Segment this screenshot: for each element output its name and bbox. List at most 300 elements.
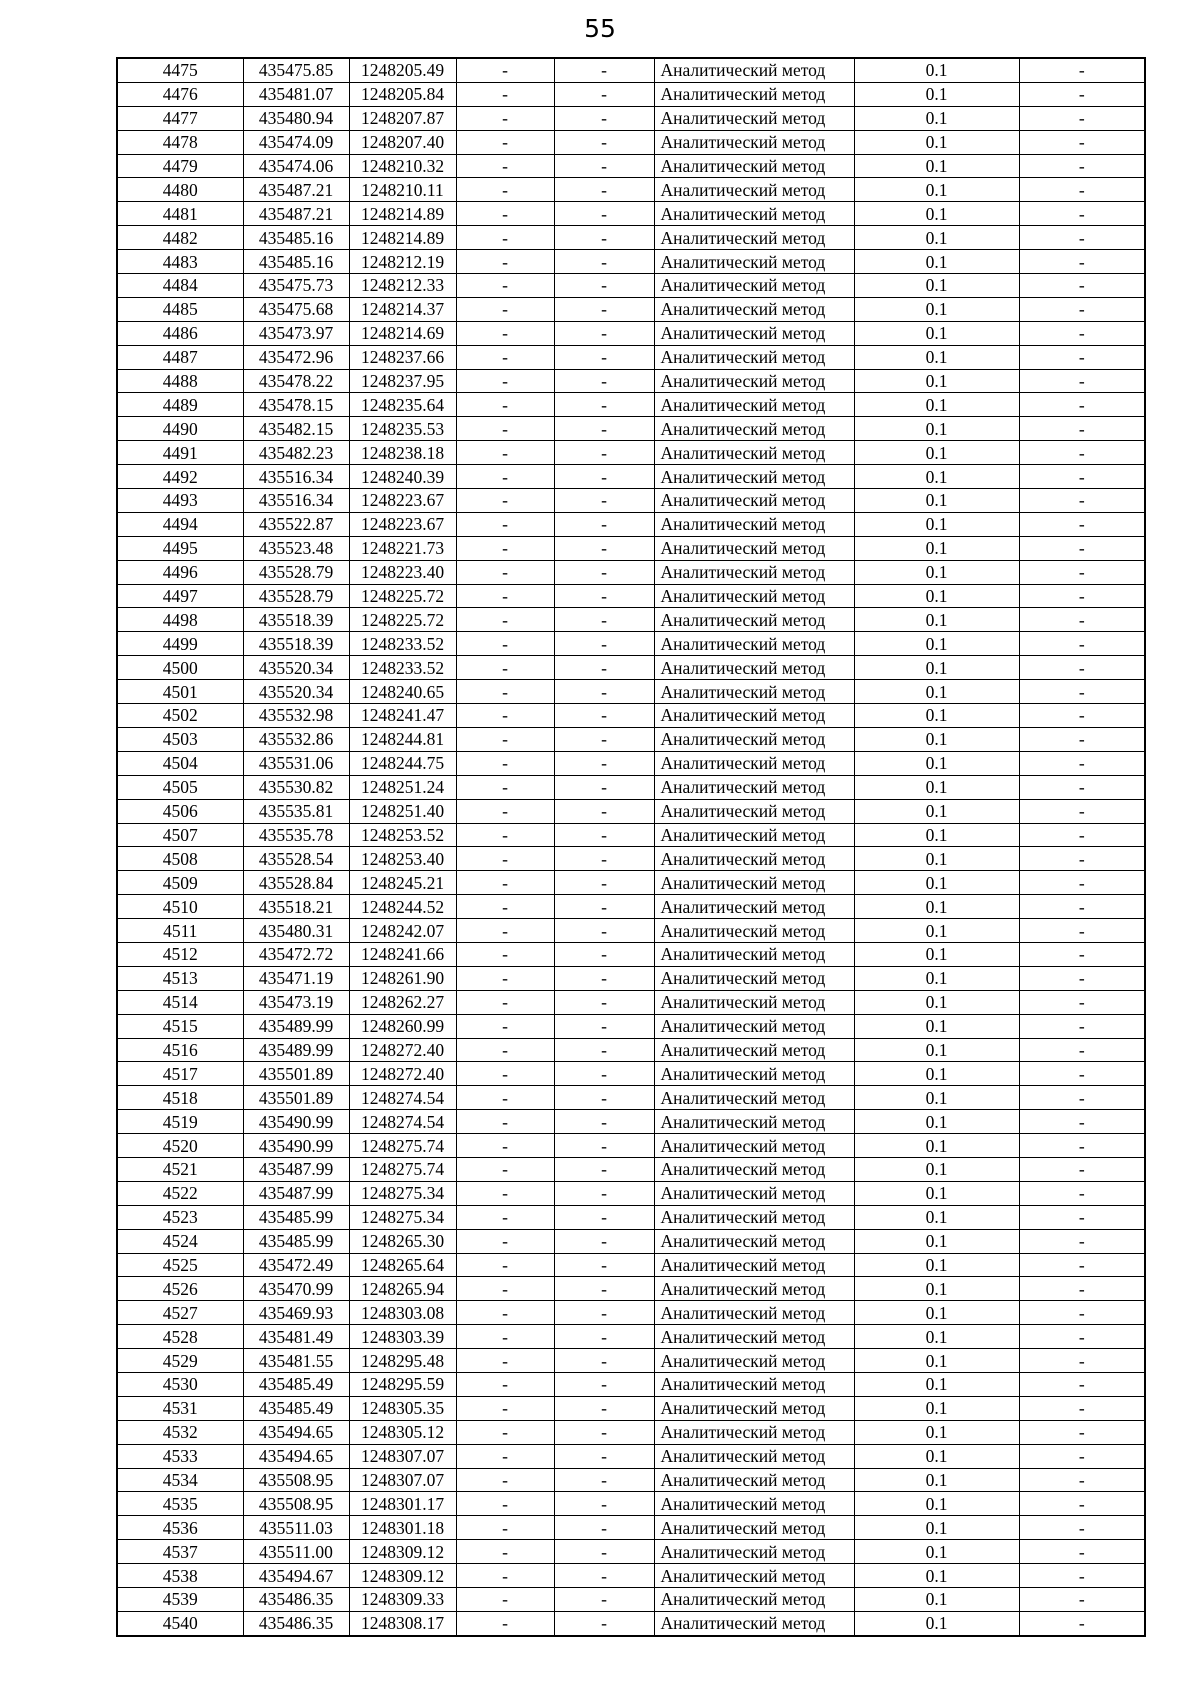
accuracy-cell: 0.1 xyxy=(854,847,1019,871)
dash-cell: - xyxy=(456,823,554,847)
table-row xyxy=(117,297,1145,321)
table-row xyxy=(117,202,1145,226)
x-coordinate-cell: 435535.78 xyxy=(243,823,349,847)
dash-cell: - xyxy=(1019,321,1145,345)
dash-cell: - xyxy=(456,1396,554,1420)
y-coordinate-cell: 1248309.12 xyxy=(349,1564,456,1588)
method-cell: Аналитический метод xyxy=(654,1038,854,1062)
table-row xyxy=(117,1062,1145,1086)
point-number-cell: 4488 xyxy=(117,369,243,393)
dash-cell: - xyxy=(456,393,554,417)
dash-cell: - xyxy=(554,106,654,130)
y-coordinate-cell: 1248262.27 xyxy=(349,990,456,1014)
method-cell: Аналитический метод xyxy=(654,1014,854,1038)
y-coordinate-cell: 1248214.37 xyxy=(349,297,456,321)
method-cell: Аналитический метод xyxy=(654,1277,854,1301)
x-coordinate-cell: 435486.35 xyxy=(243,1588,349,1612)
dash-cell: - xyxy=(456,1253,554,1277)
method-cell: Аналитический метод xyxy=(654,632,854,656)
dash-cell: - xyxy=(1019,727,1145,751)
point-number-cell: 4533 xyxy=(117,1444,243,1468)
accuracy-cell: 0.1 xyxy=(854,489,1019,513)
dash-cell: - xyxy=(554,465,654,489)
dash-cell: - xyxy=(554,1372,654,1396)
x-coordinate-cell: 435528.54 xyxy=(243,847,349,871)
dash-cell: - xyxy=(554,536,654,560)
method-cell: Аналитический метод xyxy=(654,608,854,632)
dash-cell: - xyxy=(1019,178,1145,202)
accuracy-cell: 0.1 xyxy=(854,250,1019,274)
method-cell: Аналитический метод xyxy=(654,489,854,513)
point-number-cell: 4476 xyxy=(117,82,243,106)
dash-cell: - xyxy=(1019,919,1145,943)
method-cell: Аналитический метод xyxy=(654,966,854,990)
dash-cell: - xyxy=(1019,584,1145,608)
point-number-cell: 4482 xyxy=(117,226,243,250)
table-row xyxy=(117,1277,1145,1301)
y-coordinate-cell: 1248221.73 xyxy=(349,536,456,560)
table-row xyxy=(117,106,1145,130)
accuracy-cell: 0.1 xyxy=(854,1205,1019,1229)
accuracy-cell: 0.1 xyxy=(854,1134,1019,1158)
point-number-cell: 4527 xyxy=(117,1301,243,1325)
table-row xyxy=(117,1540,1145,1564)
table-row xyxy=(117,608,1145,632)
dash-cell: - xyxy=(554,1134,654,1158)
table-row xyxy=(117,1301,1145,1325)
x-coordinate-cell: 435470.99 xyxy=(243,1277,349,1301)
dash-cell: - xyxy=(456,297,554,321)
table-row xyxy=(117,1134,1145,1158)
x-coordinate-cell: 435475.73 xyxy=(243,274,349,298)
point-number-cell: 4493 xyxy=(117,489,243,513)
method-cell: Аналитический метод xyxy=(654,1588,854,1612)
dash-cell: - xyxy=(1019,704,1145,728)
y-coordinate-cell: 1248305.12 xyxy=(349,1420,456,1444)
dash-cell: - xyxy=(456,560,554,584)
y-coordinate-cell: 1248274.54 xyxy=(349,1086,456,1110)
accuracy-cell: 0.1 xyxy=(854,297,1019,321)
accuracy-cell: 0.1 xyxy=(854,1611,1019,1635)
y-coordinate-cell: 1248237.95 xyxy=(349,369,456,393)
dash-cell: - xyxy=(1019,847,1145,871)
dash-cell: - xyxy=(1019,1516,1145,1540)
x-coordinate-cell: 435469.93 xyxy=(243,1301,349,1325)
dash-cell: - xyxy=(554,1253,654,1277)
dash-cell: - xyxy=(1019,895,1145,919)
dash-cell: - xyxy=(1019,751,1145,775)
dash-cell: - xyxy=(1019,1396,1145,1420)
table-row xyxy=(117,1372,1145,1396)
dash-cell: - xyxy=(1019,1301,1145,1325)
x-coordinate-cell: 435473.19 xyxy=(243,990,349,1014)
y-coordinate-cell: 1248265.64 xyxy=(349,1253,456,1277)
dash-cell: - xyxy=(554,369,654,393)
y-coordinate-cell: 1248223.67 xyxy=(349,512,456,536)
table-row xyxy=(117,1611,1145,1635)
x-coordinate-cell: 435532.86 xyxy=(243,727,349,751)
accuracy-cell: 0.1 xyxy=(854,704,1019,728)
dash-cell: - xyxy=(554,656,654,680)
dash-cell: - xyxy=(554,1420,654,1444)
method-cell: Аналитический метод xyxy=(654,1611,854,1635)
y-coordinate-cell: 1248260.99 xyxy=(349,1014,456,1038)
dash-cell: - xyxy=(1019,1349,1145,1373)
table-row xyxy=(117,1229,1145,1253)
y-coordinate-cell: 1248214.69 xyxy=(349,321,456,345)
accuracy-cell: 0.1 xyxy=(854,154,1019,178)
method-cell: Аналитический метод xyxy=(654,1540,854,1564)
accuracy-cell: 0.1 xyxy=(854,178,1019,202)
y-coordinate-cell: 1248235.53 xyxy=(349,417,456,441)
x-coordinate-cell: 435518.21 xyxy=(243,895,349,919)
table-row xyxy=(117,417,1145,441)
accuracy-cell: 0.1 xyxy=(854,441,1019,465)
accuracy-cell: 0.1 xyxy=(854,775,1019,799)
y-coordinate-cell: 1248309.33 xyxy=(349,1588,456,1612)
dash-cell: - xyxy=(554,441,654,465)
dash-cell: - xyxy=(554,250,654,274)
dash-cell: - xyxy=(456,1181,554,1205)
method-cell: Аналитический метод xyxy=(654,823,854,847)
x-coordinate-cell: 435530.82 xyxy=(243,775,349,799)
accuracy-cell: 0.1 xyxy=(854,1086,1019,1110)
x-coordinate-cell: 435478.15 xyxy=(243,393,349,417)
point-number-cell: 4532 xyxy=(117,1420,243,1444)
point-number-cell: 4531 xyxy=(117,1396,243,1420)
dash-cell: - xyxy=(554,1396,654,1420)
x-coordinate-cell: 435511.00 xyxy=(243,1540,349,1564)
accuracy-cell: 0.1 xyxy=(854,966,1019,990)
point-number-cell: 4540 xyxy=(117,1611,243,1635)
y-coordinate-cell: 1248244.75 xyxy=(349,751,456,775)
dash-cell: - xyxy=(554,321,654,345)
method-cell: Аналитический метод xyxy=(654,1420,854,1444)
x-coordinate-cell: 435473.97 xyxy=(243,321,349,345)
dash-cell: - xyxy=(456,919,554,943)
dash-cell: - xyxy=(456,58,554,82)
table-row xyxy=(117,1564,1145,1588)
dash-cell: - xyxy=(554,489,654,513)
method-cell: Аналитический метод xyxy=(654,465,854,489)
x-coordinate-cell: 435528.79 xyxy=(243,560,349,584)
method-cell: Аналитический метод xyxy=(654,106,854,130)
point-number-cell: 4522 xyxy=(117,1181,243,1205)
point-number-cell: 4496 xyxy=(117,560,243,584)
point-number-cell: 4479 xyxy=(117,154,243,178)
point-number-cell: 4490 xyxy=(117,417,243,441)
point-number-cell: 4499 xyxy=(117,632,243,656)
x-coordinate-cell: 435478.22 xyxy=(243,369,349,393)
accuracy-cell: 0.1 xyxy=(854,919,1019,943)
accuracy-cell: 0.1 xyxy=(854,1468,1019,1492)
point-number-cell: 4497 xyxy=(117,584,243,608)
point-number-cell: 4506 xyxy=(117,799,243,823)
dash-cell: - xyxy=(554,1110,654,1134)
method-cell: Аналитический метод xyxy=(654,250,854,274)
dash-cell: - xyxy=(456,369,554,393)
accuracy-cell: 0.1 xyxy=(854,1277,1019,1301)
dash-cell: - xyxy=(554,847,654,871)
dash-cell: - xyxy=(554,1588,654,1612)
point-number-cell: 4508 xyxy=(117,847,243,871)
y-coordinate-cell: 1248214.89 xyxy=(349,202,456,226)
dash-cell: - xyxy=(1019,1181,1145,1205)
y-coordinate-cell: 1248275.34 xyxy=(349,1205,456,1229)
accuracy-cell: 0.1 xyxy=(854,1564,1019,1588)
dash-cell: - xyxy=(456,1349,554,1373)
y-coordinate-cell: 1248272.40 xyxy=(349,1062,456,1086)
x-coordinate-cell: 435508.95 xyxy=(243,1468,349,1492)
method-cell: Аналитический метод xyxy=(654,536,854,560)
y-coordinate-cell: 1248212.19 xyxy=(349,250,456,274)
table-row xyxy=(117,154,1145,178)
point-number-cell: 4487 xyxy=(117,345,243,369)
x-coordinate-cell: 435485.49 xyxy=(243,1396,349,1420)
x-coordinate-cell: 435501.89 xyxy=(243,1086,349,1110)
point-number-cell: 4528 xyxy=(117,1325,243,1349)
y-coordinate-cell: 1248244.81 xyxy=(349,727,456,751)
point-number-cell: 4513 xyxy=(117,966,243,990)
x-coordinate-cell: 435472.49 xyxy=(243,1253,349,1277)
dash-cell: - xyxy=(554,895,654,919)
method-cell: Аналитический метод xyxy=(654,1325,854,1349)
method-cell: Аналитический метод xyxy=(654,321,854,345)
table-row xyxy=(117,727,1145,751)
point-number-cell: 4501 xyxy=(117,680,243,704)
x-coordinate-cell: 435482.23 xyxy=(243,441,349,465)
dash-cell: - xyxy=(554,130,654,154)
dash-cell: - xyxy=(554,1540,654,1564)
x-coordinate-cell: 435520.34 xyxy=(243,680,349,704)
accuracy-cell: 0.1 xyxy=(854,1181,1019,1205)
dash-cell: - xyxy=(456,1301,554,1325)
dash-cell: - xyxy=(1019,369,1145,393)
x-coordinate-cell: 435485.16 xyxy=(243,226,349,250)
dash-cell: - xyxy=(1019,1014,1145,1038)
dash-cell: - xyxy=(554,1301,654,1325)
accuracy-cell: 0.1 xyxy=(854,1014,1019,1038)
table-row xyxy=(117,871,1145,895)
table-row xyxy=(117,536,1145,560)
table-row xyxy=(117,1157,1145,1181)
dash-cell: - xyxy=(1019,1564,1145,1588)
table-row xyxy=(117,274,1145,298)
accuracy-cell: 0.1 xyxy=(854,536,1019,560)
y-coordinate-cell: 1248274.54 xyxy=(349,1110,456,1134)
table-row xyxy=(117,226,1145,250)
table-row xyxy=(117,656,1145,680)
dash-cell: - xyxy=(456,847,554,871)
dash-cell: - xyxy=(554,871,654,895)
dash-cell: - xyxy=(456,441,554,465)
accuracy-cell: 0.1 xyxy=(854,990,1019,1014)
method-cell: Аналитический метод xyxy=(654,1062,854,1086)
point-number-cell: 4539 xyxy=(117,1588,243,1612)
y-coordinate-cell: 1248307.07 xyxy=(349,1468,456,1492)
accuracy-cell: 0.1 xyxy=(854,321,1019,345)
method-cell: Аналитический метод xyxy=(654,226,854,250)
dash-cell: - xyxy=(554,274,654,298)
accuracy-cell: 0.1 xyxy=(854,106,1019,130)
dash-cell: - xyxy=(456,1611,554,1635)
dash-cell: - xyxy=(554,584,654,608)
dash-cell: - xyxy=(456,1038,554,1062)
y-coordinate-cell: 1248309.12 xyxy=(349,1540,456,1564)
method-cell: Аналитический метод xyxy=(654,274,854,298)
accuracy-cell: 0.1 xyxy=(854,1420,1019,1444)
accuracy-cell: 0.1 xyxy=(854,1038,1019,1062)
y-coordinate-cell: 1248253.40 xyxy=(349,847,456,871)
x-coordinate-cell: 435480.31 xyxy=(243,919,349,943)
y-coordinate-cell: 1248245.21 xyxy=(349,871,456,895)
x-coordinate-cell: 435482.15 xyxy=(243,417,349,441)
accuracy-cell: 0.1 xyxy=(854,465,1019,489)
dash-cell: - xyxy=(456,942,554,966)
dash-cell: - xyxy=(1019,1277,1145,1301)
accuracy-cell: 0.1 xyxy=(854,512,1019,536)
point-number-cell: 4489 xyxy=(117,393,243,417)
x-coordinate-cell: 435485.16 xyxy=(243,250,349,274)
table-body xyxy=(117,58,1145,1636)
point-number-cell: 4516 xyxy=(117,1038,243,1062)
dash-cell: - xyxy=(456,1325,554,1349)
dash-cell: - xyxy=(1019,441,1145,465)
table-row xyxy=(117,1181,1145,1205)
accuracy-cell: 0.1 xyxy=(854,82,1019,106)
point-number-cell: 4502 xyxy=(117,704,243,728)
dash-cell: - xyxy=(456,1516,554,1540)
point-number-cell: 4481 xyxy=(117,202,243,226)
dash-cell: - xyxy=(456,1157,554,1181)
dash-cell: - xyxy=(554,1086,654,1110)
table-row xyxy=(117,895,1145,919)
point-number-cell: 4478 xyxy=(117,130,243,154)
dash-cell: - xyxy=(554,1277,654,1301)
dash-cell: - xyxy=(456,1014,554,1038)
dash-cell: - xyxy=(456,202,554,226)
method-cell: Аналитический метод xyxy=(654,512,854,536)
table-row xyxy=(117,1492,1145,1516)
dash-cell: - xyxy=(554,1444,654,1468)
y-coordinate-cell: 1248210.11 xyxy=(349,178,456,202)
y-coordinate-cell: 1248240.65 xyxy=(349,680,456,704)
dash-cell: - xyxy=(1019,632,1145,656)
dash-cell: - xyxy=(554,1181,654,1205)
dash-cell: - xyxy=(554,1205,654,1229)
y-coordinate-cell: 1248295.48 xyxy=(349,1349,456,1373)
table-row xyxy=(117,632,1145,656)
table-row xyxy=(117,1468,1145,1492)
point-number-cell: 4515 xyxy=(117,1014,243,1038)
x-coordinate-cell: 435485.49 xyxy=(243,1372,349,1396)
table-row xyxy=(117,58,1145,82)
dash-cell: - xyxy=(456,704,554,728)
dash-cell: - xyxy=(1019,942,1145,966)
x-coordinate-cell: 435516.34 xyxy=(243,489,349,513)
dash-cell: - xyxy=(456,1492,554,1516)
dash-cell: - xyxy=(1019,1157,1145,1181)
x-coordinate-cell: 435490.99 xyxy=(243,1134,349,1158)
dash-cell: - xyxy=(456,82,554,106)
y-coordinate-cell: 1248205.84 xyxy=(349,82,456,106)
point-number-cell: 4520 xyxy=(117,1134,243,1158)
accuracy-cell: 0.1 xyxy=(854,1157,1019,1181)
dash-cell: - xyxy=(1019,106,1145,130)
x-coordinate-cell: 435487.21 xyxy=(243,202,349,226)
dash-cell: - xyxy=(1019,1588,1145,1612)
dash-cell: - xyxy=(1019,512,1145,536)
table-row xyxy=(117,966,1145,990)
dash-cell: - xyxy=(1019,1110,1145,1134)
dash-cell: - xyxy=(554,297,654,321)
dash-cell: - xyxy=(554,608,654,632)
point-number-cell: 4523 xyxy=(117,1205,243,1229)
y-coordinate-cell: 1248275.74 xyxy=(349,1134,456,1158)
y-coordinate-cell: 1248301.18 xyxy=(349,1516,456,1540)
y-coordinate-cell: 1248308.17 xyxy=(349,1611,456,1635)
dash-cell: - xyxy=(554,1062,654,1086)
x-coordinate-cell: 435494.67 xyxy=(243,1564,349,1588)
method-cell: Аналитический метод xyxy=(654,297,854,321)
accuracy-cell: 0.1 xyxy=(854,751,1019,775)
x-coordinate-cell: 435535.81 xyxy=(243,799,349,823)
dash-cell: - xyxy=(456,274,554,298)
x-coordinate-cell: 435472.96 xyxy=(243,345,349,369)
point-number-cell: 4509 xyxy=(117,871,243,895)
method-cell: Аналитический метод xyxy=(654,751,854,775)
dash-cell: - xyxy=(554,727,654,751)
y-coordinate-cell: 1248305.35 xyxy=(349,1396,456,1420)
table-row xyxy=(117,751,1145,775)
dash-cell: - xyxy=(456,1420,554,1444)
y-coordinate-cell: 1248242.07 xyxy=(349,919,456,943)
point-number-cell: 4512 xyxy=(117,942,243,966)
y-coordinate-cell: 1248272.40 xyxy=(349,1038,456,1062)
x-coordinate-cell: 435487.99 xyxy=(243,1157,349,1181)
dash-cell: - xyxy=(1019,1086,1145,1110)
table-row xyxy=(117,130,1145,154)
dash-cell: - xyxy=(456,584,554,608)
dash-cell: - xyxy=(456,775,554,799)
x-coordinate-cell: 435518.39 xyxy=(243,632,349,656)
y-coordinate-cell: 1248223.40 xyxy=(349,560,456,584)
point-number-cell: 4485 xyxy=(117,297,243,321)
dash-cell: - xyxy=(456,680,554,704)
dash-cell: - xyxy=(1019,656,1145,680)
dash-cell: - xyxy=(1019,1038,1145,1062)
method-cell: Аналитический метод xyxy=(654,1444,854,1468)
y-coordinate-cell: 1248210.32 xyxy=(349,154,456,178)
point-number-cell: 4534 xyxy=(117,1468,243,1492)
method-cell: Аналитический метод xyxy=(654,990,854,1014)
dash-cell: - xyxy=(554,823,654,847)
dash-cell: - xyxy=(554,1325,654,1349)
x-coordinate-cell: 435523.48 xyxy=(243,536,349,560)
point-number-cell: 4475 xyxy=(117,58,243,82)
dash-cell: - xyxy=(1019,489,1145,513)
method-cell: Аналитический метод xyxy=(654,871,854,895)
y-coordinate-cell: 1248212.33 xyxy=(349,274,456,298)
x-coordinate-cell: 435518.39 xyxy=(243,608,349,632)
dash-cell: - xyxy=(554,1014,654,1038)
dash-cell: - xyxy=(456,871,554,895)
dash-cell: - xyxy=(554,393,654,417)
method-cell: Аналитический метод xyxy=(654,1492,854,1516)
x-coordinate-cell: 435516.34 xyxy=(243,465,349,489)
dash-cell: - xyxy=(456,1468,554,1492)
dash-cell: - xyxy=(456,895,554,919)
